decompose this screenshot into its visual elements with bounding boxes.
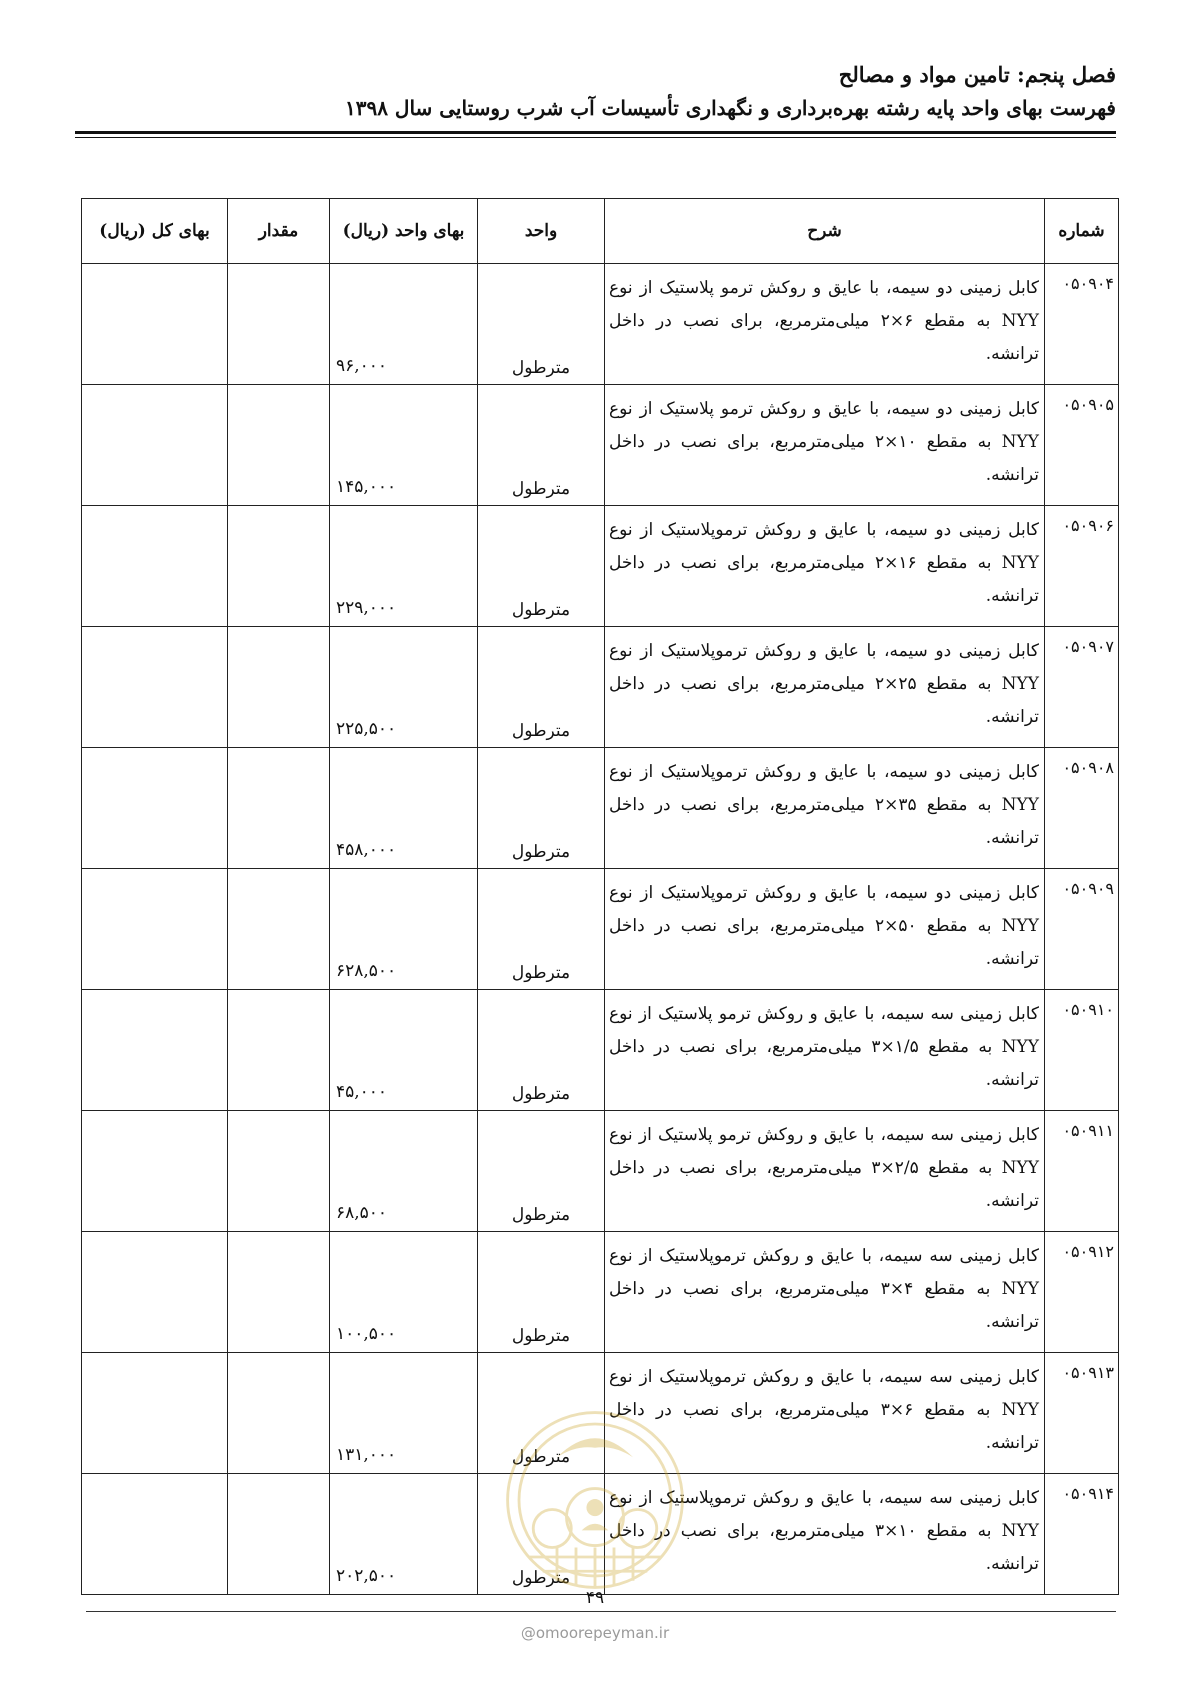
item-unit-price: ۴۵۸,۰۰۰ (330, 748, 478, 869)
site-watermark: @omoorepeyman.ir (520, 1624, 670, 1642)
item-quantity (228, 506, 330, 627)
item-code: ۰۵۰۹۰۸ (1045, 748, 1119, 869)
table-row (82, 1353, 1119, 1474)
table-row (82, 1232, 1119, 1353)
item-total (82, 627, 228, 748)
item-quantity (228, 748, 330, 869)
item-description: کابل زمینی سه سیمه، با عایق و روکش ترموپلاستیک از نوع NYY به مقطع ۱۰×۳ میلی‌مترمربع، برای نصب در داخل ترانشه. (605, 1474, 1045, 1595)
item-quantity (228, 1474, 330, 1595)
item-description: کابل زمینی دو سیمه، با عایق و روکش ترموپلاستیک از نوع NYY به مقطع ۳۵×۲ میلی‌مترمربع، برای نصب در داخل ترانشه. (605, 748, 1045, 869)
item-description: کابل زمینی دو سیمه، با عایق و روکش ترموپلاستیک از نوع NYY به مقطع ۲۵×۲ میلی‌مترمربع، برای نصب در داخل ترانشه. (605, 627, 1045, 748)
item-code: ۰۵۰۹۰۶ (1045, 506, 1119, 627)
item-quantity (228, 385, 330, 506)
item-code: ۰۵۰۹۰۵ (1045, 385, 1119, 506)
item-unit: مترطول (478, 385, 605, 506)
footer-rule (86, 1611, 1116, 1612)
item-description: کابل زمینی دو سیمه، با عایق و روکش ترموپلاستیک از نوع NYY به مقطع ۱۶×۲ میلی‌مترمربع، برای نصب در داخل ترانشه. (605, 506, 1045, 627)
item-quantity (228, 264, 330, 385)
item-unit: مترطول (478, 1111, 605, 1232)
item-code: ۰۵۰۹۱۱ (1045, 1111, 1119, 1232)
item-quantity (228, 1232, 330, 1353)
item-description: کابل زمینی سه سیمه، با عایق و روکش ترموپلاستیک از نوع NYY به مقطع ۴×۳ میلی‌مترمربع، برای نصب در داخل ترانشه. (605, 1232, 1045, 1353)
item-code: ۰۵۰۹۱۴ (1045, 1474, 1119, 1595)
table-header-row (82, 199, 1119, 264)
price-list-table (81, 198, 1119, 1595)
item-description: کابل زمینی سه سیمه، با عایق و روکش ترمو پلاستیک از نوع NYY به مقطع ۲/۵×۳ میلی‌مترمربع، برای نصب در داخل ترانشه. (605, 1111, 1045, 1232)
item-code: ۰۵۰۹۰۴ (1045, 264, 1119, 385)
item-unit: مترطول (478, 627, 605, 748)
page-number: ۴۹ (585, 1588, 605, 1608)
item-unit: مترطول (478, 869, 605, 990)
table-row (82, 385, 1119, 506)
item-unit-price: ۲۲۹,۰۰۰ (330, 506, 478, 627)
item-unit-price: ۱۳۱,۰۰۰ (330, 1353, 478, 1474)
item-code: ۰۵۰۹۱۲ (1045, 1232, 1119, 1353)
header-quantity: مقدار (228, 199, 330, 264)
table-row (82, 1474, 1119, 1595)
item-unit-price: ۲۰۲,۵۰۰ (330, 1474, 478, 1595)
table-row (82, 1111, 1119, 1232)
item-unit-price: ۲۲۵,۵۰۰ (330, 627, 478, 748)
item-unit: مترطول (478, 264, 605, 385)
item-total (82, 1111, 228, 1232)
header-rule-thin (75, 137, 1116, 138)
item-total (82, 1353, 228, 1474)
item-total (82, 748, 228, 869)
item-total (82, 385, 228, 506)
table-row (82, 990, 1119, 1111)
header-unit-price: بهای واحد (ریال) (330, 199, 478, 264)
table-row (82, 264, 1119, 385)
item-unit: مترطول (478, 1232, 605, 1353)
chapter-title: فصل پنجم: تامین مواد و مصالح (838, 62, 1116, 87)
item-description: کابل زمینی دو سیمه، با عایق و روکش ترموپلاستیک از نوع NYY به مقطع ۵۰×۲ میلی‌مترمربع، برای نصب در داخل ترانشه. (605, 869, 1045, 990)
table-row (82, 869, 1119, 990)
item-description: کابل زمینی سه سیمه، با عایق و روکش ترموپلاستیک از نوع NYY به مقطع ۶×۳ میلی‌مترمربع، برای نصب در داخل ترانشه. (605, 1353, 1045, 1474)
item-unit: مترطول (478, 990, 605, 1111)
item-unit-price: ۴۵,۰۰۰ (330, 990, 478, 1111)
item-unit: مترطول (478, 1353, 605, 1474)
header-rule-thick (75, 131, 1116, 134)
item-code: ۰۵۰۹۰۷ (1045, 627, 1119, 748)
item-unit-price: ۶۸,۵۰۰ (330, 1111, 478, 1232)
item-quantity (228, 1111, 330, 1232)
table-row (82, 627, 1119, 748)
item-unit-price: ۱۴۵,۰۰۰ (330, 385, 478, 506)
table-row (82, 506, 1119, 627)
item-unit: مترطول (478, 748, 605, 869)
item-unit-price: ۹۶,۰۰۰ (330, 264, 478, 385)
item-description: کابل زمینی دو سیمه، با عایق و روکش ترمو پلاستیک از نوع NYY به مقطع ۱۰×۲ میلی‌مترمربع، برای نصب در داخل ترانشه. (605, 385, 1045, 506)
item-total (82, 1474, 228, 1595)
item-unit-price: ۱۰۰,۵۰۰ (330, 1232, 478, 1353)
item-total (82, 990, 228, 1111)
item-description: کابل زمینی سه سیمه، با عایق و روکش ترمو پلاستیک از نوع NYY به مقطع ۱/۵×۳ میلی‌مترمربع، برای نصب در داخل ترانشه. (605, 990, 1045, 1111)
item-code: ۰۵۰۹۱۳ (1045, 1353, 1119, 1474)
page-header (76, 60, 1116, 124)
item-description: کابل زمینی دو سیمه، با عایق و روکش ترمو پلاستیک از نوع NYY به مقطع ۶×۲ میلی‌مترمربع، برای نصب در داخل ترانشه. (605, 264, 1045, 385)
item-quantity (228, 869, 330, 990)
item-code: ۰۵۰۹۰۹ (1045, 869, 1119, 990)
item-unit: مترطول (478, 1474, 605, 1595)
header-total-price: بهای کل (ریال) (82, 199, 228, 264)
item-total (82, 1232, 228, 1353)
item-quantity (228, 627, 330, 748)
item-quantity (228, 990, 330, 1111)
item-total (82, 506, 228, 627)
header-code: شماره (1045, 199, 1119, 264)
item-total (82, 264, 228, 385)
header-unit: واحد (478, 199, 605, 264)
item-code: ۰۵۰۹۱۰ (1045, 990, 1119, 1111)
item-total (82, 869, 228, 990)
document-title: فهرست بهای واحد پایه رشته بهره‌برداری و نگهداری تأسیسات آب شرب روستایی سال ۱۳۹۸ (344, 96, 1116, 120)
table-row (82, 748, 1119, 869)
header-description: شرح (605, 199, 1045, 264)
item-unit: مترطول (478, 506, 605, 627)
item-unit-price: ۶۲۸,۵۰۰ (330, 869, 478, 990)
item-quantity (228, 1353, 330, 1474)
